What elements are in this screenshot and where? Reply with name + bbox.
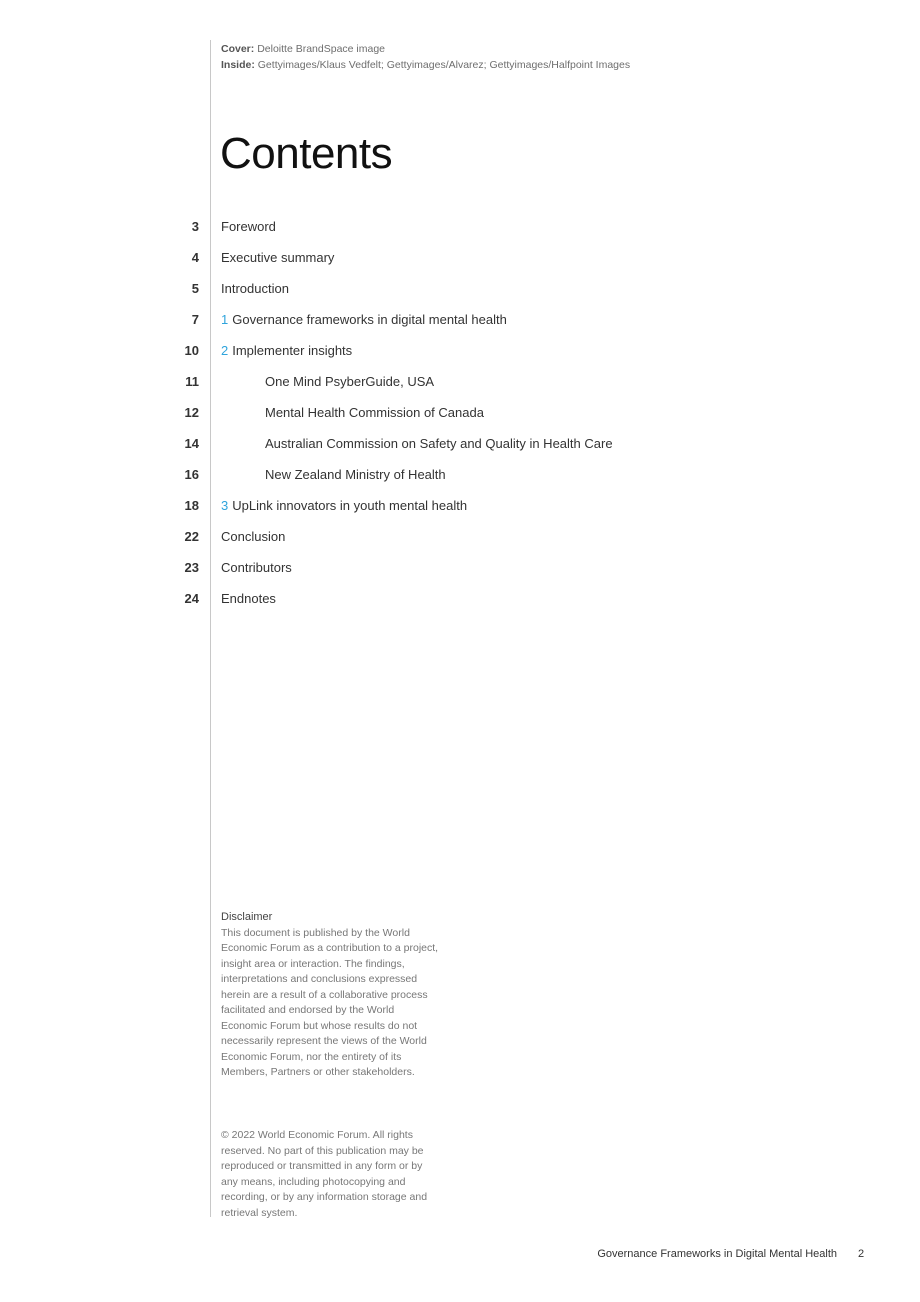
toc-entry[interactable] xyxy=(0,308,920,339)
toc-entry-label xyxy=(221,525,285,549)
disclaimer xyxy=(221,910,441,1081)
toc-page-number: 5 xyxy=(191,281,199,296)
copyright-notice: © 2022 World Economic Forum. All rights reserved. No part of this publication may be reproduced or transmitted in any form or by any means, including photocopying and recording, or by any information storage and retrieval system. xyxy=(221,1129,428,1219)
toc-entry[interactable] xyxy=(0,370,920,401)
page-title: Contents xyxy=(220,129,393,178)
toc-page-number: 22 xyxy=(184,529,199,544)
image-credits xyxy=(221,41,630,73)
toc-entry-text: One Mind PsyberGuide, USA xyxy=(265,374,435,389)
toc-page-number: 16 xyxy=(184,467,199,482)
toc-entry[interactable] xyxy=(0,494,920,525)
toc-page-number: 10 xyxy=(184,343,199,358)
toc-entry[interactable] xyxy=(0,215,920,246)
toc-entry-text: Introduction xyxy=(221,281,289,296)
toc-entry-label xyxy=(221,494,467,518)
toc-section-number: 1 xyxy=(221,312,229,327)
toc-entry[interactable] xyxy=(0,525,920,556)
toc-entry-text: Australian Commission on Safety and Quality in Health Care xyxy=(265,436,613,451)
toc-page-number: 11 xyxy=(185,374,199,389)
toc-entry-label xyxy=(265,401,484,425)
toc-entry-label xyxy=(265,432,613,456)
toc-page-number: 3 xyxy=(191,219,199,234)
toc-section-number: 3 xyxy=(221,498,229,513)
toc-entry-label xyxy=(221,587,276,611)
toc-entry-label xyxy=(265,463,446,487)
toc-entry[interactable] xyxy=(0,246,920,277)
toc-entry-label xyxy=(265,370,434,394)
toc-entry-label xyxy=(221,215,276,239)
toc-entry[interactable] xyxy=(0,277,920,308)
cover-credit-label: Cover: xyxy=(221,43,255,55)
footer-page-number: 2 xyxy=(858,1248,865,1260)
toc-entry[interactable] xyxy=(0,556,920,587)
toc-entry-text: Implementer insights xyxy=(232,343,353,358)
inside-credit xyxy=(221,57,630,73)
toc-entry[interactable] xyxy=(0,587,920,618)
toc-entry[interactable] xyxy=(0,339,920,370)
toc-entry-text: Endnotes xyxy=(221,591,276,606)
toc-entry-text: Mental Health Commission of Canada xyxy=(265,405,484,420)
toc-entry-label xyxy=(221,556,292,580)
toc-section-number: 2 xyxy=(221,343,229,358)
toc-entry[interactable] xyxy=(0,432,920,463)
toc-entry[interactable] xyxy=(0,463,920,494)
toc-page-number: 23 xyxy=(184,560,199,575)
toc-entry-text: Foreword xyxy=(221,219,276,234)
toc-entry-text: Governance frameworks in digital mental health xyxy=(232,312,507,327)
cover-credit-text: Deloitte BrandSpace image xyxy=(257,43,386,55)
disclaimer-title: Disclaimer xyxy=(221,911,273,923)
disclaimer-body: This document is published by the World Economic Forum as a contribution to a project, insight area or interaction. The findings, interpretations and conclusions expressed herein are a result of a collaborative process facilitated and endorsed by the World Economic Forum but whose results do not necessarily represent the views of the World Economic Forum, nor the entirety of its Members, Partners or other stakeholders. xyxy=(221,926,439,1078)
toc-entry-label xyxy=(221,308,507,332)
toc-entry-text: Executive summary xyxy=(221,250,335,265)
toc-entry-text: Conclusion xyxy=(221,529,286,544)
table-of-contents xyxy=(0,215,920,618)
toc-page-number: 18 xyxy=(184,498,199,513)
toc-entry[interactable] xyxy=(0,401,920,432)
toc-page-number: 24 xyxy=(184,591,199,606)
cover-credit xyxy=(221,41,630,57)
toc-entry-label xyxy=(221,277,289,301)
toc-page-number: 14 xyxy=(184,436,199,451)
toc-entry-label xyxy=(221,246,334,270)
toc-entry-label xyxy=(221,339,352,363)
inside-credit-label: Inside: xyxy=(221,59,255,71)
footer-title: Governance Frameworks in Digital Mental Health xyxy=(597,1248,837,1260)
toc-entry-text: UpLink innovators in youth mental health xyxy=(232,498,468,513)
toc-page-number: 7 xyxy=(191,312,199,327)
inside-credit-text: Gettyimages/Klaus Vedfelt; Gettyimages/Alvarez; Gettyimages/Halfpoint Images xyxy=(257,59,631,71)
toc-entry-text: New Zealand Ministry of Health xyxy=(265,467,446,482)
toc-page-number: 4 xyxy=(191,250,199,265)
toc-page-number: 12 xyxy=(184,405,199,420)
toc-entry-text: Contributors xyxy=(221,560,292,575)
